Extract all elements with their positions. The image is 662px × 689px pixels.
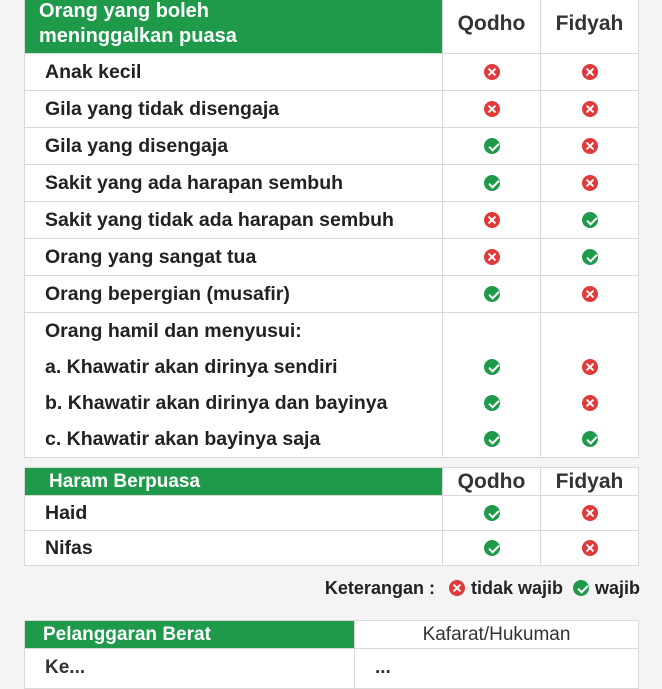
table-row bbox=[25, 422, 639, 458]
cell-fidyah bbox=[541, 202, 639, 239]
table-row bbox=[25, 165, 639, 202]
x-circle-icon bbox=[582, 286, 598, 302]
header-line-1: Orang yang boleh bbox=[39, 0, 210, 22]
cell-fidyah bbox=[541, 531, 639, 566]
check-circle-icon bbox=[484, 175, 500, 191]
row-label: Gila yang disengaja bbox=[25, 128, 443, 165]
check-circle-icon bbox=[484, 359, 500, 375]
table-row bbox=[25, 496, 639, 531]
legend-no-label: tidak wajib bbox=[470, 577, 563, 598]
table-row bbox=[25, 128, 639, 165]
col-qodho-header: Qodho bbox=[443, 0, 541, 54]
x-circle-icon bbox=[582, 505, 598, 521]
cell-empty bbox=[541, 313, 639, 350]
x-circle-icon bbox=[484, 101, 500, 117]
partial-row-value: ... bbox=[355, 649, 639, 689]
check-circle-icon bbox=[582, 249, 598, 265]
col-fidyah-header: Fidyah bbox=[541, 0, 639, 54]
x-circle-icon bbox=[582, 101, 598, 117]
col-fidyah-header-2: Fidyah bbox=[541, 468, 639, 496]
cell-fidyah bbox=[541, 239, 639, 276]
group-title: Orang hamil dan menyusui: bbox=[25, 313, 443, 350]
table-row bbox=[25, 91, 639, 128]
table-pelanggaran-berat bbox=[24, 620, 639, 689]
cell-qodho bbox=[443, 531, 541, 566]
check-circle-icon bbox=[484, 505, 500, 521]
cell-qodho bbox=[443, 202, 541, 239]
check-circle-icon bbox=[484, 395, 500, 411]
col-kafarat-header: Kafarat/Hukuman bbox=[355, 621, 639, 649]
check-circle-icon bbox=[582, 431, 598, 447]
x-circle-icon bbox=[484, 64, 500, 80]
check-circle-icon bbox=[484, 286, 500, 302]
table-row bbox=[25, 54, 639, 91]
cell-qodho bbox=[443, 54, 541, 91]
row-label: Anak kecil bbox=[25, 54, 443, 91]
x-circle-icon bbox=[582, 395, 598, 411]
x-circle-icon bbox=[582, 64, 598, 80]
row-label: Nifas bbox=[25, 531, 443, 566]
check-circle-icon bbox=[484, 431, 500, 447]
cell-fidyah bbox=[541, 91, 639, 128]
cell-empty bbox=[443, 313, 541, 350]
cell-qodho bbox=[443, 496, 541, 531]
x-circle-icon bbox=[484, 212, 500, 228]
check-circle-icon bbox=[582, 212, 598, 228]
cell-fidyah bbox=[541, 165, 639, 202]
table-row bbox=[25, 239, 639, 276]
legend-yes-label: wajib bbox=[594, 577, 640, 598]
row-label: Orang bepergian (musafir) bbox=[25, 276, 443, 313]
table-row bbox=[25, 202, 639, 239]
cell-qodho bbox=[443, 350, 541, 386]
row-label: c. Khawatir akan bayinya saja bbox=[25, 422, 443, 458]
row-label: Orang yang sangat tua bbox=[25, 239, 443, 276]
cell-fidyah bbox=[541, 386, 639, 422]
table-row bbox=[25, 276, 639, 313]
cell-qodho bbox=[443, 386, 541, 422]
cell-fidyah bbox=[541, 350, 639, 386]
cell-fidyah bbox=[541, 54, 639, 91]
cell-qodho bbox=[443, 165, 541, 202]
cell-qodho bbox=[443, 91, 541, 128]
header-line-2: meninggalkan puasa bbox=[39, 25, 237, 47]
row-label: Gila yang tidak disengaja bbox=[25, 91, 443, 128]
cell-qodho bbox=[443, 276, 541, 313]
partial-row-label: Ke... bbox=[25, 649, 355, 689]
table-haram-berpuasa bbox=[24, 467, 639, 566]
table-row bbox=[25, 350, 639, 386]
x-circle-icon bbox=[582, 138, 598, 154]
header-boleh-meninggalkan bbox=[25, 0, 443, 54]
x-circle-icon bbox=[582, 175, 598, 191]
row-label: a. Khawatir akan dirinya sendiri bbox=[25, 350, 443, 386]
row-label: Sakit yang ada harapan sembuh bbox=[25, 165, 443, 202]
cell-qodho bbox=[443, 422, 541, 458]
header-pelanggaran-berat: Pelanggaran Berat bbox=[25, 621, 355, 649]
x-circle-icon bbox=[449, 580, 465, 596]
x-circle-icon bbox=[484, 249, 500, 265]
legend bbox=[325, 574, 640, 602]
cell-qodho bbox=[443, 128, 541, 165]
row-label: Sakit yang tidak ada harapan sembuh bbox=[25, 202, 443, 239]
check-circle-icon bbox=[573, 580, 589, 596]
cell-fidyah bbox=[541, 276, 639, 313]
x-circle-icon bbox=[582, 540, 598, 556]
check-circle-icon bbox=[484, 540, 500, 556]
table-boleh-meninggalkan-puasa bbox=[24, 0, 639, 458]
cell-qodho bbox=[443, 239, 541, 276]
row-label: Haid bbox=[25, 496, 443, 531]
cell-fidyah bbox=[541, 128, 639, 165]
col-qodho-header-2: Qodho bbox=[443, 468, 541, 496]
cell-fidyah bbox=[541, 422, 639, 458]
legend-title: Keterangan : bbox=[324, 577, 435, 598]
table-row bbox=[25, 531, 639, 566]
table-row bbox=[25, 386, 639, 422]
row-label: b. Khawatir akan dirinya dan bayinya bbox=[25, 386, 443, 422]
x-circle-icon bbox=[582, 359, 598, 375]
header-haram-berpuasa: Haram Berpuasa bbox=[25, 468, 443, 496]
cell-fidyah bbox=[541, 496, 639, 531]
check-circle-icon bbox=[484, 138, 500, 154]
table-row bbox=[25, 313, 639, 350]
